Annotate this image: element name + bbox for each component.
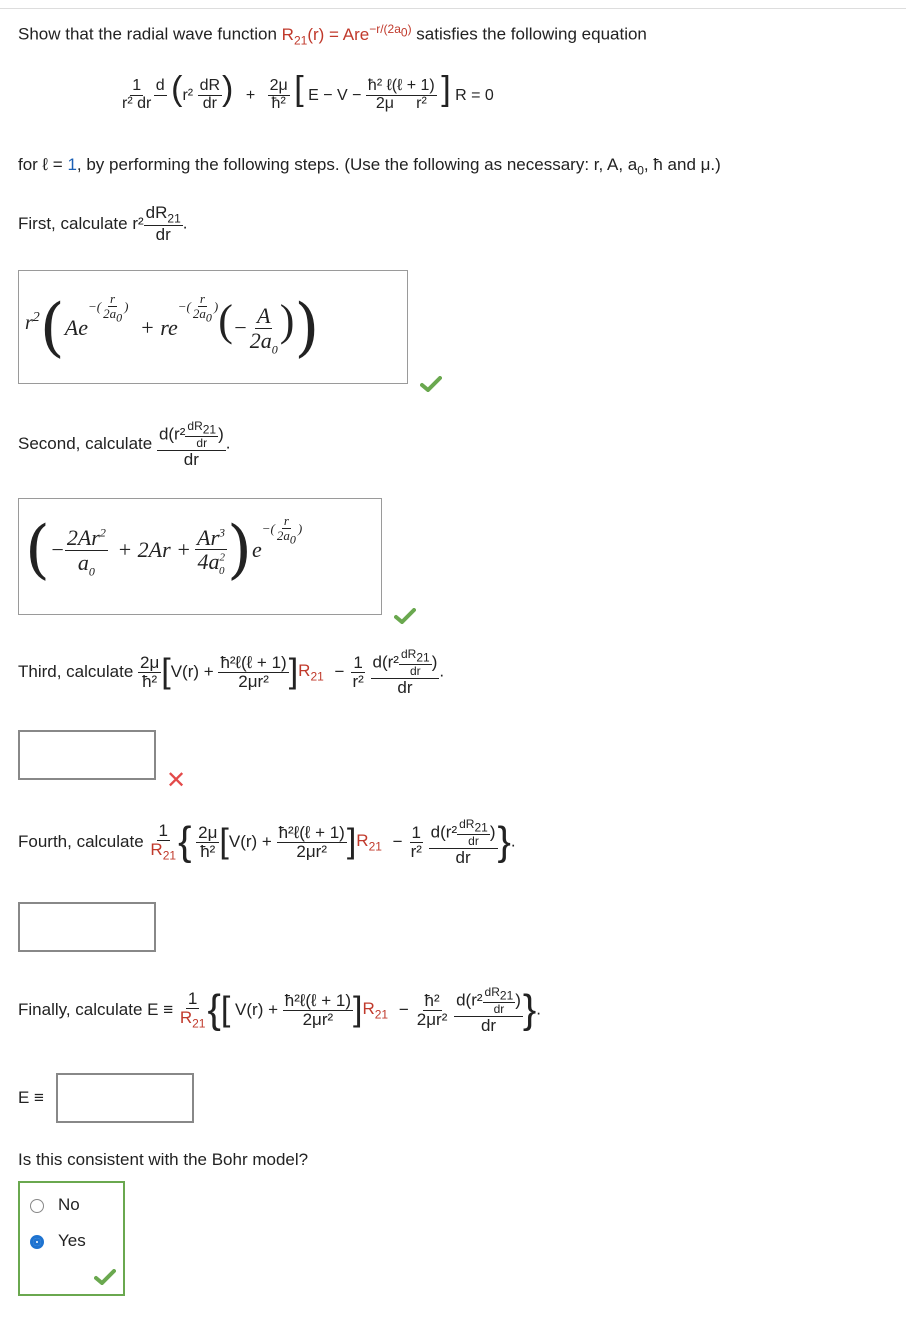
- bohr-choice-group: [18, 1181, 125, 1296]
- wave-function: $R_{21}(r) = Are^{-r/(2a_0)}$: [281, 22, 412, 48]
- energy-label: E ≡: [18, 1088, 44, 1107]
- step5-prompt: Finally, calculate E ≡ $\frac{1}{R_{21}}$ {[ V(r) + $\frac{\text{ħ²ℓ(ℓ + 1)}}{\text{2μr²}}$ ]$R_{21}$ − $\frac{\text{ħ²}}{\text{2μr²}}$ d(r² $\frac{dR_{21}}{dr}$ ) dr }.: [18, 985, 542, 1035]
- option-no[interactable]: No: [30, 1195, 80, 1215]
- step2-answer-box[interactable]: [18, 498, 382, 615]
- energy-answer-input[interactable]: [56, 1073, 194, 1123]
- step2-expression: (− $\frac{2Ar^2}{a_0}$ + 2Ar + $\frac{Ar^3}{4a^2_0}$ )$e^{-( \frac{r}{2a_0} )}$: [25, 513, 303, 587]
- step4-answer-input[interactable]: [18, 902, 156, 952]
- bohr-correct-check-icon: [94, 1269, 116, 1285]
- instruction-text: for ℓ = 1, by performing the following steps. (Use the following as necessary: r, A, $a_0$, ħ and μ.): [18, 155, 721, 178]
- radial-equation: $\frac{1}{\text{r² dr}}$ d (r² $\frac{dR}{dr}$ ) + $\frac{2\mu}{\text{ħ²}}$ [ E − V − $\frac{\text{ħ² ℓ(ℓ + 1)}}{\text{2μ r²}}$ ] R = 0: [122, 70, 494, 113]
- bohr-question: Is this consistent with the Bohr model?: [18, 1150, 309, 1169]
- step3-answer-input[interactable]: [18, 730, 156, 780]
- option-yes[interactable]: Yes: [30, 1231, 86, 1251]
- step2-correct-check-icon: [394, 608, 416, 624]
- step1-prompt: First, calculate r² $\frac{dR_{21}}{dr}$ .: [18, 203, 188, 244]
- step1-correct-check-icon: [420, 376, 442, 392]
- radio-no[interactable]: [30, 1199, 44, 1213]
- step3-incorrect-x-icon: ✕: [166, 767, 187, 794]
- step3-prompt: Third, calculate $\frac{2\mu}{\text{ħ²}}$ [V(r) + $\frac{\text{ħ²ℓ(ℓ + 1)}}{\text{2μr²}}$ ]$R_{21}$ − $\frac{1}{\text{r²}}$ d(r² $\frac{dR_{21}}{dr}$ ) dr .: [18, 647, 445, 697]
- step1-expression: $r^2(Ae^{-( \frac{r}{2a_0} )} + re^{-( \frac{r}{2a_0} )}(-$ $\frac{A}{2a_0}$ )): [25, 291, 320, 365]
- intro-text: Show that the radial wave function $R_{21}(r) = Are^{-r/(2a_0)}$ satisfies the following equation: [18, 22, 647, 48]
- step2-prompt: Second, calculate d(r² $\frac{dR_{21}}{dr}$ ) dr .: [18, 419, 231, 469]
- step1-answer-box[interactable]: [18, 270, 408, 384]
- radio-yes[interactable]: [30, 1235, 44, 1249]
- step4-prompt: Fourth, calculate $\frac{1}{R_{21}}$ { $\frac{2\mu}{\text{ħ²}}$ [V(r) + $\frac{\text{ħ²ℓ(ℓ + 1)}}{\text{2μr²}}$ ]$R_{21}$ − $\frac{1}{\text{r²}}$ d(r² $\frac{dR_{21}}{dr}$ ) dr }.: [18, 817, 516, 867]
- top-divider: [0, 8, 906, 9]
